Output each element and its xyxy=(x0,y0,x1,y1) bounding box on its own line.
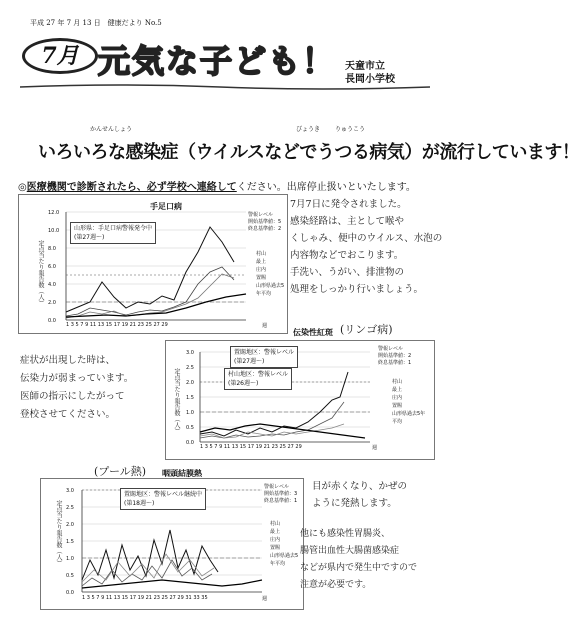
ytick: 10.0 xyxy=(48,228,60,234)
ytick: 1.0 xyxy=(186,410,194,416)
header-underline xyxy=(20,84,430,90)
erythema-handnote: (リンゴ病) xyxy=(340,323,393,336)
hfmd-title: 手足口病 xyxy=(150,202,182,211)
ytick: 4.0 xyxy=(48,282,56,288)
ruby-kansen: かんせんしょう xyxy=(90,126,133,133)
ytick: 0.5 xyxy=(186,425,194,431)
ytick: 1.5 xyxy=(186,395,194,401)
erythema-levels: 警報レベル 開始基準値：2 終息基準値：1 xyxy=(378,346,412,366)
erythema-alert-2: 村山地区：警報レベル (第26週～) xyxy=(224,368,292,390)
legend-item: 最上 xyxy=(256,259,267,265)
erythema-xticks: 1 3 5 7 9 11 13 15 17 19 21 23 25 27 29 xyxy=(200,444,302,450)
legend-item: 置賜 xyxy=(392,403,403,409)
ytick: 1.0 xyxy=(66,556,74,562)
notice-line xyxy=(18,178,416,193)
ytick: 6.0 xyxy=(48,264,56,270)
ytick: 2.0 xyxy=(48,300,56,306)
hfmd-legend xyxy=(256,250,286,298)
legend-item: 庄内 xyxy=(270,537,281,543)
erythema-alert-1: 置賜地区：警報レベル (第27週～) xyxy=(230,346,298,368)
pcf-note-1: 目が赤くなり、かぜの ように発熱します。 xyxy=(312,481,408,509)
legend-item: 最上 xyxy=(392,387,403,393)
legend-item: 村山 xyxy=(256,251,267,257)
legend-item: 山形県過去5年平均 xyxy=(270,553,299,567)
hfmd-xticks: 1 3 5 7 9 11 13 15 17 19 21 23 25 27 29 xyxy=(66,322,168,328)
hfmd-ylabel: 定点当たり報告数（人） xyxy=(37,240,44,306)
legend-item: 村山 xyxy=(270,521,281,527)
newsletter-title: 元気な子ども！ xyxy=(98,42,337,80)
ytick: 2.0 xyxy=(66,522,74,528)
pcf-levels: 警報レベル 開始基準値：3 終息基準値：1 xyxy=(264,484,298,504)
erythema-ylabel: 定点当たり報告数（人） xyxy=(173,368,180,434)
legend-item: 村山 xyxy=(392,379,403,385)
ytick: 8.0 xyxy=(48,246,56,252)
ytick: 2.5 xyxy=(186,365,194,371)
school-block xyxy=(345,60,395,86)
legend-item: 置賜 xyxy=(256,275,267,281)
legend-item: 山形県過去5年平均 xyxy=(256,283,285,297)
ytick: 0.5 xyxy=(66,573,74,579)
issue-meta: 平成 27 年 7 月 13 日 健康だより No.5 xyxy=(30,19,162,27)
notice-bullet: ◎ xyxy=(18,182,27,193)
ytick: 0.0 xyxy=(66,590,74,596)
ruby-ryuukou: りゅうこう xyxy=(335,126,366,133)
hfmd-levels: 警報レベル 開始基準値：5 終息基準値：2 xyxy=(248,212,282,232)
erythema-note: 症状が出現した時は、 伝染力が弱まっています。 医師の指示にしたがって 登校させてください。 xyxy=(20,355,134,420)
school-city: 天童市立 xyxy=(345,61,385,72)
legend-item: 最上 xyxy=(270,529,281,535)
pcf-xticks: 1 3 5 7 9 11 13 15 17 19 21 23 25 27 29 31 33 35 xyxy=(82,595,208,601)
pcf-alert: 置賜地区：警報レベル継続中 (第18週～) xyxy=(120,488,206,510)
ytick: 2.0 xyxy=(186,380,194,386)
legend-item: 置賜 xyxy=(270,545,281,551)
legend-item: 庄内 xyxy=(256,267,267,273)
hfmd-alert: 山形県：手足口病警報発令中 (第27週～) xyxy=(70,222,156,244)
ytick: 0.0 xyxy=(186,440,194,446)
erythema-xunit: 週 xyxy=(372,445,378,451)
pcf-handnote: (プール熱) xyxy=(94,465,147,478)
headline: いろいろな感染症（ウイルスなどでうつる病気）が流行しています！ xyxy=(38,142,579,163)
pcf-xunit: 週 xyxy=(262,596,268,602)
ruby-byouki: びょうき xyxy=(296,126,321,133)
school-name: 長岡小学校 xyxy=(345,74,395,85)
pcf-ylabel: 定点当たり報告数（人） xyxy=(55,500,62,566)
ytick: 1.5 xyxy=(66,539,74,545)
erythema-legend xyxy=(392,378,428,426)
month-badge: 7月 xyxy=(22,38,98,74)
legend-item: 山形県過去5年平均 xyxy=(392,411,426,425)
erythema-title: 伝染性紅斑 xyxy=(293,328,333,337)
ytick: 0.0 xyxy=(48,318,56,324)
ytick: 3.0 xyxy=(186,350,194,356)
pcf-note-2: 他にも感染性胃腸炎、 腸管出血性大腸菌感染症 などが県内で発生中ですので 注意が必要です。 xyxy=(300,529,418,590)
hfmd-xunit: 週 xyxy=(262,323,268,329)
pcf-legend xyxy=(270,520,300,568)
legend-item: 庄内 xyxy=(392,395,403,401)
ytick: 2.5 xyxy=(66,505,74,511)
hfmd-note: 7月7日に発令されました。 感染経路は、主として喉や くしゃみ、便中のウイルス、水泡の 内容物などでおこります。 手洗い、うがい、排泄物の 処理をしっかり行いましょう。 xyxy=(290,199,443,295)
notice-rest: ください。出席停止扱いといたします。 xyxy=(236,182,416,193)
notice-emphasis: 医療機関で診断されたら、必ず学校へ連絡して xyxy=(26,182,237,193)
ytick: 12.0 xyxy=(48,210,60,216)
ytick: 3.0 xyxy=(66,488,74,494)
pcf-title: 咽頭結膜熱 xyxy=(162,469,202,478)
